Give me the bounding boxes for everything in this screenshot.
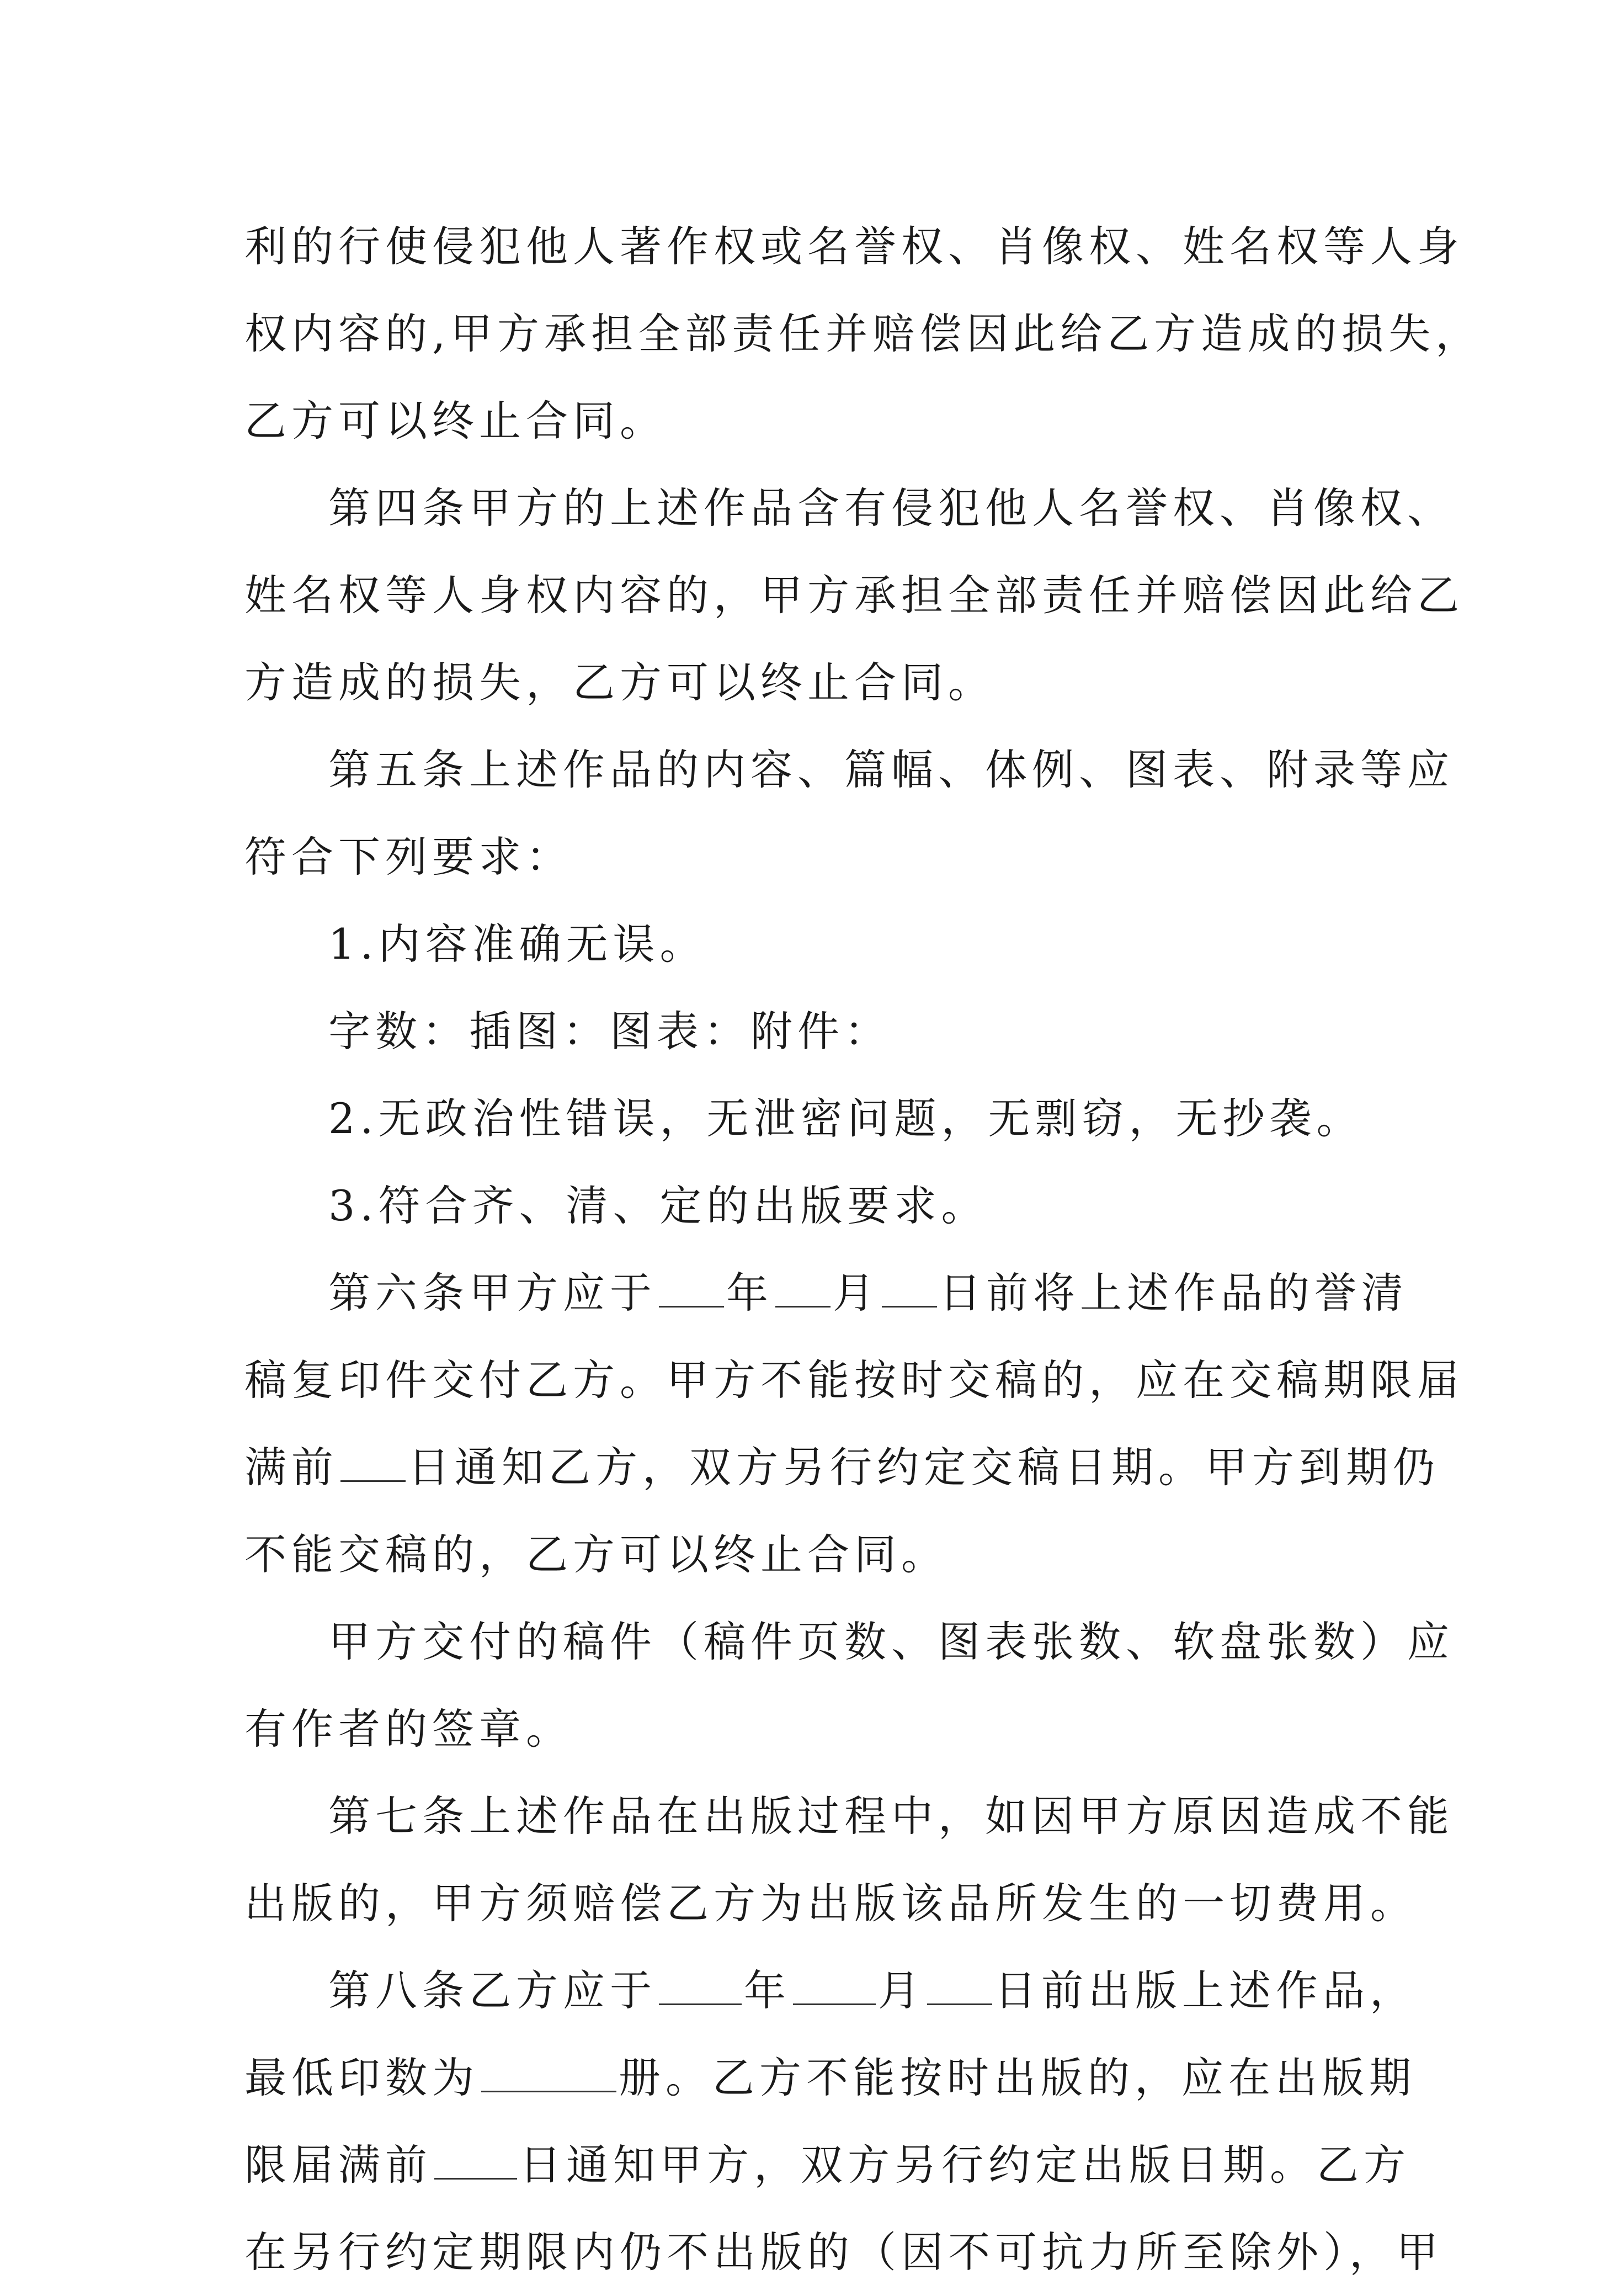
requirement-1: 1.内容准确无误。 xyxy=(328,920,707,969)
requirement-fields: 字数：插图：图表：附件： xyxy=(328,1007,891,1056)
article-4-line: 方造成的损失，乙方可以终止合同。 xyxy=(244,658,995,707)
blank-month xyxy=(793,1965,876,2005)
article-5-line: 符合下列要求： xyxy=(244,832,573,881)
article-8-line: 在另行约定期限内仍不出版的（因不可抗力所至除外），甲 xyxy=(244,2228,1443,2277)
text-line: 权内容的,甲方承担全部责任并赔偿因此给乙方造成的损失， xyxy=(244,309,1483,358)
article-7-line: 第七条上述作品在出版过程中，如因甲方原因造成不能 xyxy=(328,1792,1454,1841)
blank-days xyxy=(340,1442,406,1482)
blank-print-count xyxy=(481,2052,616,2092)
article-6-line: 不能交稿的，乙方可以终止合同。 xyxy=(244,1530,948,1579)
article-4-line: 第四条甲方的上述作品含有侵犯他人名誉权、肖像权、 xyxy=(328,483,1454,533)
article-6-line: 第六条甲方应于 年 月 日前将上述作品的誉清 xyxy=(328,1268,1408,1317)
article-6-line: 有作者的签章。 xyxy=(244,1704,573,1753)
blank-year xyxy=(659,1965,742,2005)
document-body xyxy=(244,203,1483,2296)
article-8-line: 第八条乙方应于 年 月 日前出版上述作品， xyxy=(328,1966,1417,2015)
text-line: 乙方可以终止合同。 xyxy=(244,396,667,445)
requirement-3: 3.符合齐、清、定的出版要求。 xyxy=(328,1181,988,1230)
requirement-2: 2.无政治性错误，无泄密问题，无剽窃，无抄袭。 xyxy=(328,1094,1364,1143)
article-6-line: 稿复印件交付乙方。甲方不能按时交稿的，应在交稿期限届 xyxy=(244,1356,1464,1405)
article-6-line: 满前 日通知乙方，双方另行约定交稿日期。甲方到期仍 xyxy=(244,1443,1440,1492)
blank-day xyxy=(882,1267,937,1308)
article-5-line: 第五条上述作品的内容、篇幅、体例、图表、附录等应 xyxy=(328,745,1454,794)
article-7-line: 出版的，甲方须赔偿乙方为出版该品所发生的一切费用。 xyxy=(244,1879,1417,1928)
article-6-line: 甲方交付的稿件（稿件页数、图表张数、软盘张数）应 xyxy=(328,1617,1454,1666)
article-8-line: 限届满前 日通知甲方，双方另行约定出版日期。乙方 xyxy=(244,2140,1410,2189)
article-4-line: 姓名权等人身权内容的，甲方承担全部责任并赔偿因此给乙 xyxy=(244,571,1464,620)
blank-month xyxy=(775,1267,831,1308)
article-8-line: 最低印数为 册。乙方不能按时出版的，应在出版期 xyxy=(244,2053,1416,2102)
blank-days xyxy=(434,2139,517,2180)
text-line: 利的行使侵犯他人著作权或名誉权、肖像权、姓名权等人身 xyxy=(244,222,1464,271)
blank-day xyxy=(927,1965,992,2005)
blank-year xyxy=(659,1267,724,1308)
